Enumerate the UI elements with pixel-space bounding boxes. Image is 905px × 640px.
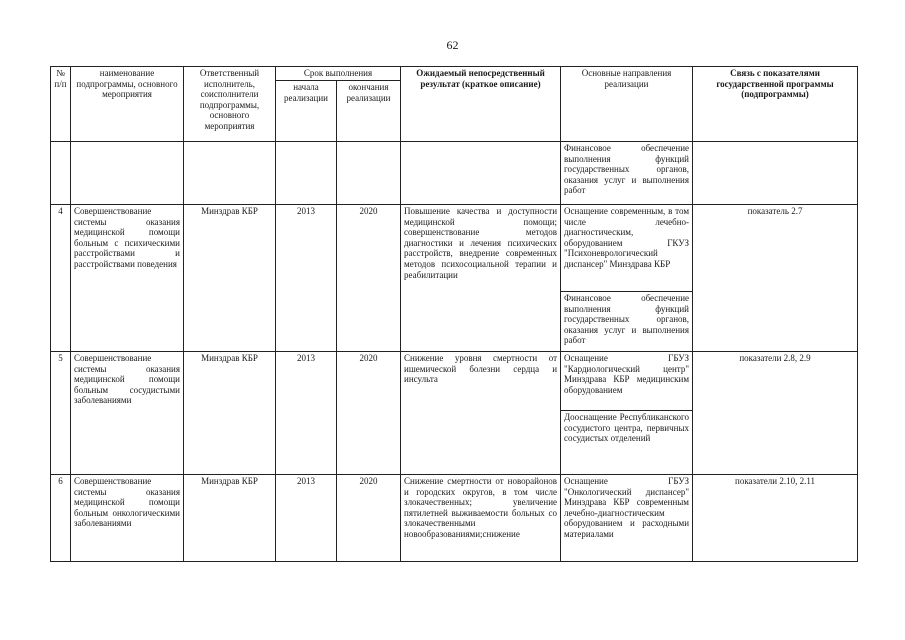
- row-executor: Минздрав КБР: [184, 205, 276, 352]
- row-num: 6: [51, 475, 71, 562]
- table-row: [51, 205, 858, 352]
- row-link: показатель 2.7: [693, 205, 858, 352]
- row-end: 2020: [337, 352, 401, 475]
- row-result: Снижение уровня смертности от ишемической болезни сердца и инсульта: [401, 352, 561, 475]
- row-result: Снижение смертности от новорайонов и городских округов, в том числе злокачественных; увеличение пятилетней выживаемости больных со злокачественными новообразованиями;снижение: [401, 475, 561, 562]
- row-link: показатели 2.10, 2.11: [693, 475, 858, 562]
- row-result: Повышение качества и доступности медицинской помощи; совершенствование методов диагностики и лечения психических расстройств, внедрение современных методов психосоциальной терапии и реабилитации: [401, 205, 561, 352]
- row-num: 4: [51, 205, 71, 352]
- header-term: Срок выполнения: [276, 67, 401, 81]
- row-executor: Минздрав КБР: [184, 352, 276, 475]
- header-start: начала реализации: [276, 81, 337, 142]
- page-number: 62: [446, 38, 459, 52]
- header-link: Связь с показателями государственной программы (подпрограммы): [693, 67, 858, 142]
- row-start: 2013: [276, 205, 337, 352]
- program-table: [50, 66, 858, 562]
- header-num: № п/п: [51, 67, 71, 142]
- table-row: [51, 352, 858, 475]
- row-name: Совершенствование системы оказания медицинской помощи больным с психическими расстройствами и расстройствами поведения: [71, 205, 184, 352]
- header-end: окончания реализации: [337, 81, 401, 142]
- carryover-row: [51, 142, 858, 205]
- carryover-direction: Финансовое обеспечение выполнения функций государственных органов, оказания услуг и выполнения работ: [561, 142, 693, 205]
- row-direction-2: Финансовое обеспечение выполнения функций государственных органов, оказания услуг и выполнения работ: [564, 293, 690, 346]
- header-directions: Основные направления реализации: [561, 67, 693, 142]
- row-name: Совершенствование системы оказания медицинской помощи больным онкологическими заболеваниями: [71, 475, 184, 562]
- row-direction-1: Оснащение ГБУЗ "Онкологический диспансер" Минздрава КБР современным лечебно-диагностическим оборудованием и расходными материалами: [561, 475, 693, 562]
- row-end: 2020: [337, 475, 401, 562]
- row-direction-1: Оснащение современным, в том числе лечебно-диагностическим, оборудованием ГКУЗ "Психоневрологический диспансер" Минздрава КБР: [561, 205, 692, 292]
- row-name: Совершенствование системы оказания медицинской помощи больным сосудистыми заболеваниями: [71, 352, 184, 475]
- row-num: 5: [51, 352, 71, 475]
- row-start: 2013: [276, 352, 337, 475]
- row-executor: Минздрав КБР: [184, 475, 276, 562]
- table-row: [51, 475, 858, 562]
- header-executor: Ответственный исполнитель, соисполнители подпрограммы, основного мероприятия: [184, 67, 276, 142]
- row-end: 2020: [337, 205, 401, 352]
- row-start: 2013: [276, 475, 337, 562]
- row-link: показатели 2.8, 2.9: [693, 352, 858, 475]
- header-result: Ожидаемый непосредственный результат (краткое описание): [401, 67, 561, 142]
- header-row: [51, 67, 858, 81]
- row-direction-2: Дооснащение Республиканского сосудистого центра, первичных сосудистых отделений: [564, 412, 690, 444]
- header-name: наименование подпрограммы, основного мероприятия: [71, 67, 184, 142]
- row-direction-1: Оснащение ГБУЗ "Кардиологический центр" Минздрава КБР медицинским оборудованием: [561, 352, 692, 411]
